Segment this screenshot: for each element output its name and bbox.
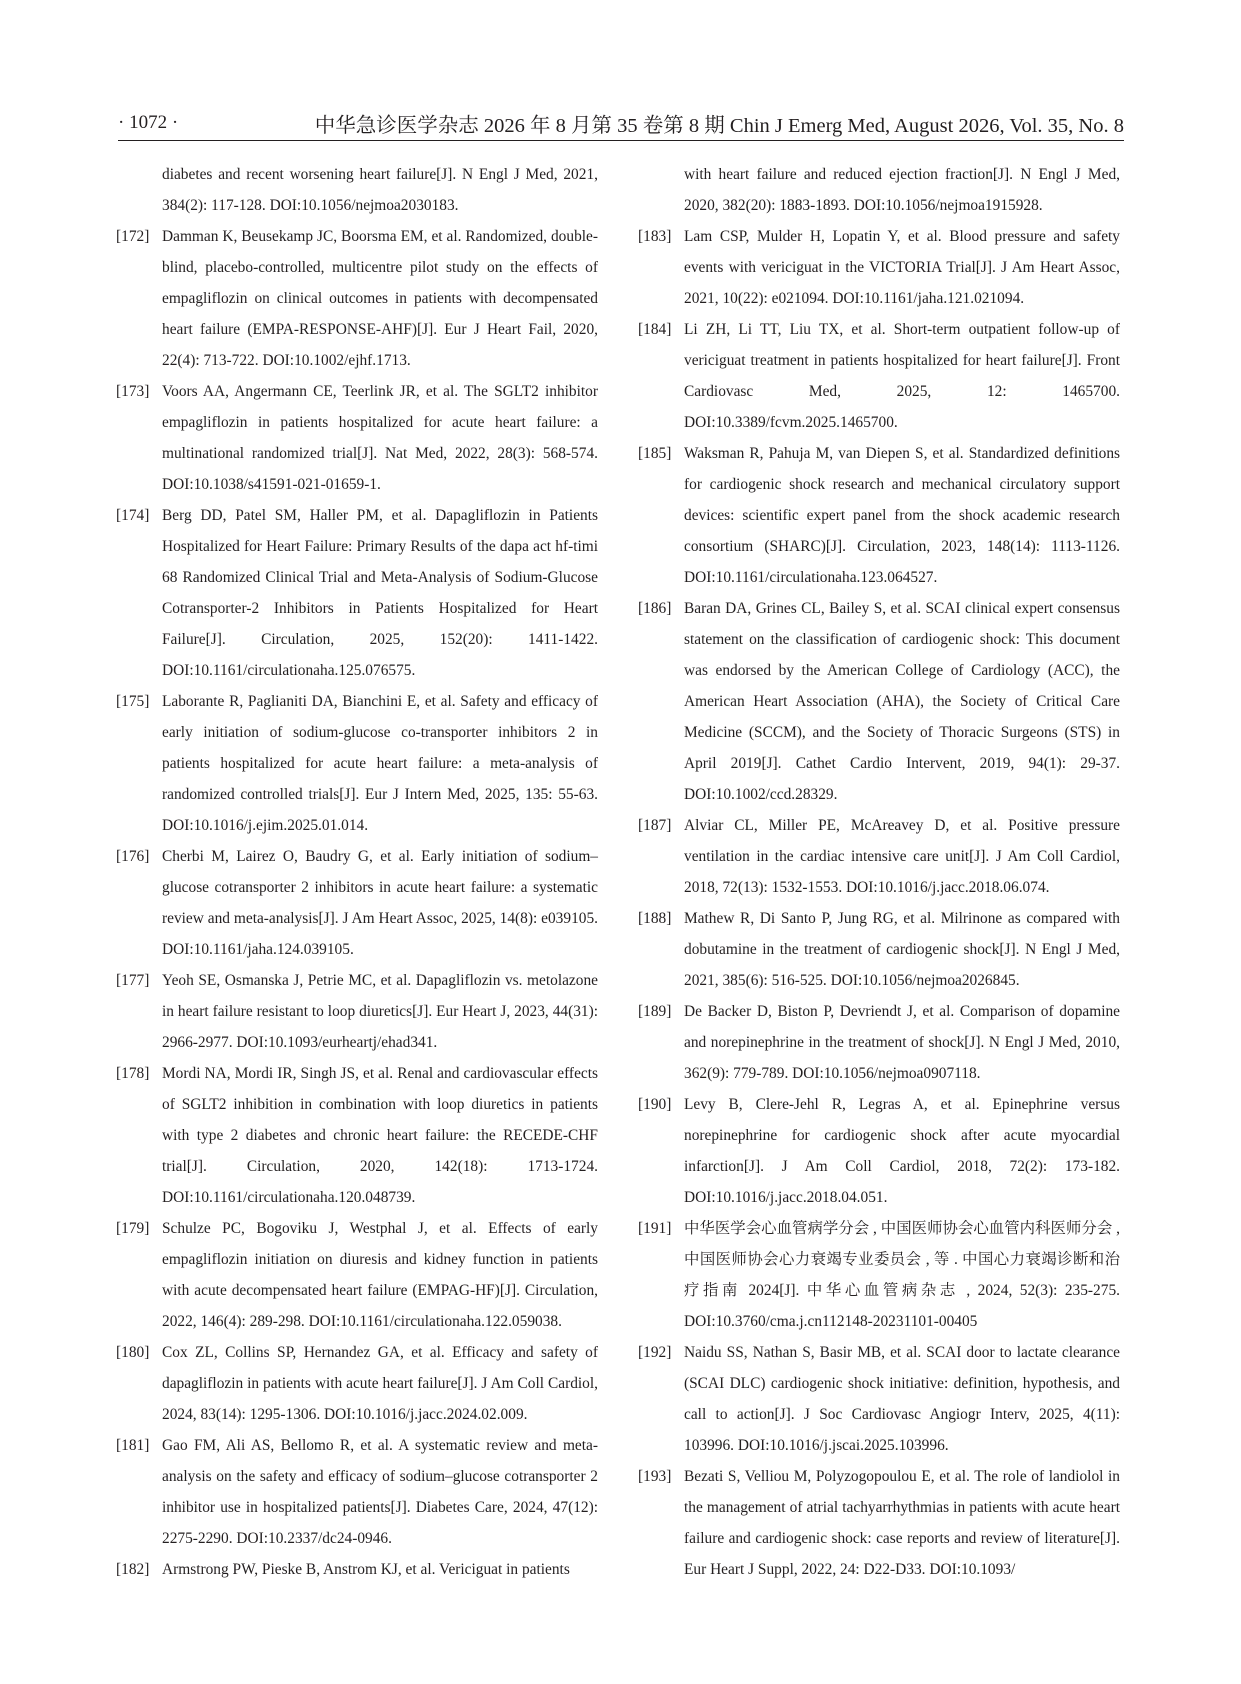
reference-item <box>116 376 598 500</box>
reference-item <box>638 996 1120 1089</box>
reference-number: [193] <box>638 1468 672 1485</box>
reference-text: Cherbi M, Lairez O, Baudry G, et al. Early initiation of sodium–glucose cotransporter 2 inhibitors in acute heart failure: a systematic review and meta-analysis[J]. J Am Heart Assoc, 2025, 14(8): e039105. DOI:10.1161/jaha.124.039105. <box>162 848 598 958</box>
reference-number: [186] <box>638 600 672 617</box>
reference-item <box>638 221 1120 314</box>
reference-text: Cox ZL, Collins SP, Hernandez GA, et al. Efficacy and safety of dapagliflozin in patients with acute heart failure[J]. J Am Coll Cardiol, 2024, 83(14): 1295-1306. DOI:10.1016/j.jacc.2024.02.009. <box>162 1344 598 1423</box>
reference-text: Voors AA, Angermann CE, Teerlink JR, et al. The SGLT2 inhibitor empagliflozin in patients hospitalized for acute heart failure: a multinational randomized trial[J]. Nat Med, 2022, 28(3): 568-574. DOI:10.1038/s41591-021-01659-1. <box>162 383 598 493</box>
reference-text: Baran DA, Grines CL, Bailey S, et al. SCAI clinical expert consensus statement on the classification of cardiogenic shock: This document was endorsed by the American College of Cardiology (ACC), the American Heart Association (AHA), the Society of Critical Care Medicine (SCCM), and the Society of Thoracic Surgeons (STS) in April 2019[J]. Cathet Cardio Intervent, 2019, 94(1): 29-37. DOI:10.1002/ccd.28329. <box>684 600 1120 803</box>
reference-item <box>638 438 1120 593</box>
reference-number: [180] <box>116 1344 150 1361</box>
reference-item <box>116 500 598 686</box>
reference-number: [172] <box>116 228 150 245</box>
reference-number: [187] <box>638 817 672 834</box>
reference-item <box>116 1430 598 1554</box>
reference-number: [179] <box>116 1220 150 1237</box>
page-header <box>118 108 1124 141</box>
reference-item <box>116 221 598 376</box>
reference-text: Berg DD, Patel SM, Haller PM, et al. Dapagliflozin in Patients Hospitalized for Heart Failure: Primary Results of the dapa act hf-timi 68 Randomized Clinical Trial and Meta-Analysis of Sodium-Glucose Cotransporter-2 Inhibitors in Patients Hospitalized for Heart Failure[J]. Circulation, 2025, 152(20): 1411-1422. DOI:10.1161/circulationaha.125.076575. <box>162 507 598 679</box>
reference-item <box>638 1213 1120 1337</box>
reference-number: [176] <box>116 848 150 865</box>
reference-text: Mordi NA, Mordi IR, Singh JS, et al. Renal and cardiovascular effects of SGLT2 inhibition in combination with loop diuretics in patients with type 2 diabetes and chronic heart failure: the RECEDE-CHF trial[J]. Circulation, 2020, 142(18): 1713-1724. DOI:10.1161/circulationaha.120.048739. <box>162 1065 598 1206</box>
reference-text: with heart failure and reduced ejection fraction[J]. N Engl J Med, 2020, 382(20): 1883-1893. DOI:10.1056/nejmoa1915928. <box>684 166 1120 214</box>
reference-number: [192] <box>638 1344 672 1361</box>
reference-number: [191] <box>638 1220 672 1237</box>
reference-number: [174] <box>116 507 150 524</box>
reference-number: [184] <box>638 321 672 338</box>
reference-number: [183] <box>638 228 672 245</box>
reference-continuation <box>116 159 598 221</box>
reference-number: [173] <box>116 383 150 400</box>
reference-text: Alviar CL, Miller PE, McAreavey D, et al. Positive pressure ventilation in the cardiac intensive care unit[J]. J Am Coll Cardiol, 2018, 72(13): 1532-1553. DOI:10.1016/j.jacc.2018.06.074. <box>684 817 1120 896</box>
reference-number: [182] <box>116 1561 150 1578</box>
reference-number: [189] <box>638 1003 672 1020</box>
reference-text: Mathew R, Di Santo P, Jung RG, et al. Milrinone as compared with dobutamine in the treatment of cardiogenic shock[J]. N Engl J Med, 2021, 385(6): 516-525. DOI:10.1056/nejmoa2026845. <box>684 910 1120 989</box>
reference-number: [185] <box>638 445 672 462</box>
reference-number: [188] <box>638 910 672 927</box>
reference-item <box>638 593 1120 810</box>
reference-item <box>116 841 598 965</box>
reference-item <box>638 1337 1120 1461</box>
reference-text: De Backer D, Biston P, Devriendt J, et al. Comparison of dopamine and norepinephrine in the treatment of shock[J]. N Engl J Med, 2010, 362(9): 779-789. DOI:10.1056/nejmoa0907118. <box>684 1003 1120 1082</box>
reference-text: Waksman R, Pahuja M, van Diepen S, et al. Standardized definitions for cardiogenic shock research and mechanical circulatory support devices: scientific expert panel from the shock academic research consortium (SHARC)[J]. Circulation, 2023, 148(14): 1113-1126. DOI:10.1161/circulationaha.123.064527. <box>684 445 1120 586</box>
reference-text: diabetes and recent worsening heart failure[J]. N Engl J Med, 2021, 384(2): 117-128. DOI:10.1056/nejmoa2030183. <box>162 166 598 214</box>
reference-column-left <box>116 159 598 1585</box>
reference-text: Lam CSP, Mulder H, Lopatin Y, et al. Blood pressure and safety events with vericiguat in the VICTORIA Trial[J]. J Am Heart Assoc, 2021, 10(22): e021094. DOI:10.1161/jaha.121.021094. <box>684 228 1120 307</box>
reference-number: [177] <box>116 972 150 989</box>
page-number: · 1072 · <box>118 112 179 133</box>
reference-item <box>116 1213 598 1337</box>
reference-text: Laborante R, Paglianiti DA, Bianchini E, et al. Safety and efficacy of early initiation of sodium-glucose co-transporter inhibitors 2 in patients hospitalized for acute heart failure: a meta-analysis of randomized controlled trials[J]. Eur J Intern Med, 2025, 135: 55-63. DOI:10.1016/j.ejim.2025.01.014. <box>162 693 598 834</box>
reference-number: [181] <box>116 1437 150 1454</box>
reference-column-right <box>638 159 1120 1585</box>
reference-item <box>116 1554 598 1585</box>
reference-text: Li ZH, Li TT, Liu TX, et al. Short-term outpatient follow-up of vericiguat treatment in patients hospitalized for heart failure[J]. Front Cardiovasc Med, 2025, 12: 1465700. DOI:10.3389/fcvm.2025.1465700. <box>684 321 1120 431</box>
reference-item <box>638 1461 1120 1585</box>
reference-text: Yeoh SE, Osmanska J, Petrie MC, et al. Dapagliflozin vs. metolazone in heart failure resistant to loop diuretics[J]. Eur Heart J, 2023, 44(31): 2966-2977. DOI:10.1093/eurheartj/ehad341. <box>162 972 598 1051</box>
reference-number: [178] <box>116 1065 150 1082</box>
reference-item <box>638 903 1120 996</box>
reference-number: [175] <box>116 693 150 710</box>
reference-number: [190] <box>638 1096 672 1113</box>
reference-text: Damman K, Beusekamp JC, Boorsma EM, et al. Randomized, double-blind, placebo-controlled, multicentre pilot study on the effects of empagliflozin on clinical outcomes in patients with decompensated heart failure (EMPA-RESPONSE-AHF)[J]. Eur J Heart Fail, 2020, 22(4): 713-722. DOI:10.1002/ejhf.1713. <box>162 228 598 369</box>
reference-text: Levy B, Clere-Jehl R, Legras A, et al. Epinephrine versus norepinephrine for cardiogenic shock after acute myocardial infarction[J]. J Am Coll Cardiol, 2018, 72(2): 173-182. DOI:10.1016/j.jacc.2018.04.051. <box>684 1096 1120 1206</box>
reference-item <box>116 965 598 1058</box>
reference-item <box>116 1337 598 1430</box>
reference-item <box>116 1058 598 1213</box>
reference-item <box>638 1089 1120 1213</box>
reference-item <box>638 810 1120 903</box>
reference-text: Gao FM, Ali AS, Bellomo R, et al. A systematic review and meta-analysis on the safety and efficacy of sodium–glucose cotransporter 2 inhibitor use in hospitalized patients[J]. Diabetes Care, 2024, 47(12): 2275-2290. DOI:10.2337/dc24-0946. <box>162 1437 598 1547</box>
reference-text: 中华医学会心血管病学分会 , 中国医师协会心血管内科医师分会 , 中国医师协会心力衰竭专业委员会 , 等 . 中国心力衰竭诊断和治疗指南 2024[J]. 中华心血管病杂志 , 2024, 52(3): 235-275. DOI:10.3760/cma.j.cn112148-20231101-00405 <box>684 1220 1120 1330</box>
reference-text: Schulze PC, Bogoviku J, Westphal J, et al. Effects of early empagliflozin initiation on diuresis and kidney function in patients with acute decompensated heart failure (EMPAG-HF)[J]. Circulation, 2022, 146(4): 289-298. DOI:10.1161/circulationaha.122.059038. <box>162 1220 598 1330</box>
reference-item <box>638 314 1120 438</box>
reference-text: Bezati S, Velliou M, Polyzogopoulou E, et al. The role of landiolol in the management of atrial tachyarrhythmias in patients with acute heart failure and cardiogenic shock: case reports and review of literature[J]. Eur Heart J Suppl, 2022, 24: D22-D33. DOI:10.1093/ <box>684 1468 1120 1578</box>
reference-text: Naidu SS, Nathan S, Basir MB, et al. SCAI door to lactate clearance (SCAI DLC) cardiogenic shock initiative: definition, hypothesis, and call to action[J]. J Soc Cardiovasc Angiogr Interv, 2025, 4(11): 103996. DOI:10.1016/j.jscai.2025.103996. <box>684 1344 1120 1454</box>
reference-continuation <box>638 159 1120 221</box>
reference-item <box>116 686 598 841</box>
reference-text: Armstrong PW, Pieske B, Anstrom KJ, et al. Vericiguat in patients <box>162 1561 570 1578</box>
journal-running-title: 中华急诊医学杂志 2026 年 8 月第 35 卷第 8 期 Chin J Emerg Med, August 2026, Vol. 35, No. 8 <box>314 115 1124 137</box>
